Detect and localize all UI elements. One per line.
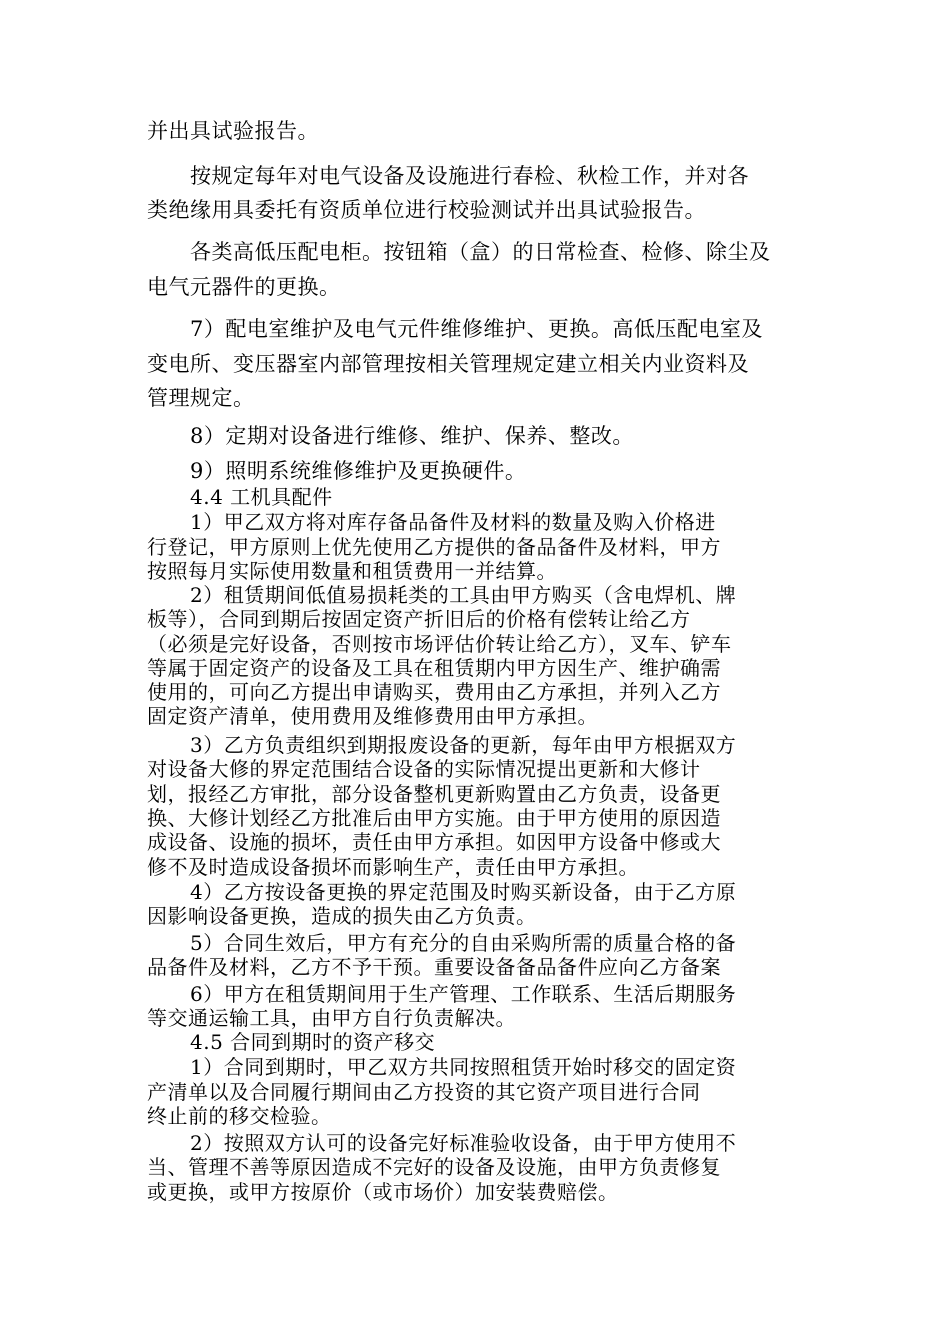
text-line: 按规定每年对电气设备及设施进行春检、秋检工作，并对各 (190, 164, 749, 188)
text-line: 各类高低压配电柜。按钮箱（盒）的日常检查、检修、除尘及 (190, 240, 771, 264)
text-line: 当、管理不善等原因造成不完好的设备及设施，由甲方负责修复 (147, 1155, 721, 1179)
text-line: 2）租赁期间低值易损耗类的工具由甲方购买（含电焊机、牌 (190, 583, 737, 607)
text-line: 管理规定。 (147, 386, 255, 410)
text-line: 并出具试验报告。 (147, 119, 319, 143)
text-line: 9）照明系统维修维护及更换硬件。 (190, 459, 527, 483)
text-line: 按照每月实际使用数量和租赁费用一并结算。 (147, 559, 557, 583)
section-heading: 4.4 工机具配件 (190, 485, 333, 509)
text-line: 5）合同生效后，甲方有充分的自由采购所需的质量合格的备 (190, 931, 737, 955)
text-line: 板等），合同到期后按固定资产折旧后的价格有偿转让给乙方 (147, 607, 691, 631)
text-line: 4）乙方按设备更换的界定范围及时购买新设备，由于乙方原 (190, 880, 737, 904)
text-line: 使用的，可向乙方提出申请购买，费用由乙方承担，并列入乙方 (147, 680, 721, 704)
text-line: 产清单以及合同履行期间由乙方投资的其它资产项目进行合同 (147, 1080, 701, 1104)
text-line: 行登记，甲方原则上优先使用乙方提供的备品备件及材料，甲方 (147, 535, 721, 559)
text-line: 6）甲方在租赁期间用于生产管理、工作联系、生活后期服务 (190, 982, 737, 1006)
text-line: 电气元器件的更换。 (147, 275, 341, 299)
text-line: 类绝缘用具委托有资质单位进行校验测试并出具试验报告。 (147, 198, 706, 222)
text-line: 终止前的移交检验。 (147, 1104, 332, 1128)
text-line: 换、大修计划经乙方批准后由甲方实施。由于甲方使用的原因造 (147, 806, 721, 830)
text-line: 等交通运输工具，由甲方自行负责解决。 (147, 1006, 516, 1030)
text-line: 修不及时造成设备损坏而影响生产，责任由甲方承担。 (147, 855, 639, 879)
text-line: 7）配电室维护及电气元件维修维护、更换。高低压配电室及 (190, 317, 763, 341)
text-line: 等属于固定资产的设备及工具在租赁期内甲方因生产、维护确需 (147, 656, 721, 680)
text-line: 对设备大修的界定范围结合设备的实际情况提出更新和大修计 (147, 757, 701, 781)
text-line: （必须是完好设备，否则按市场评估价转让给乙方），叉车、铲车 (147, 632, 732, 656)
text-line: 或更换，或甲方按原价（或市场价）加安装费赔偿。 (147, 1180, 619, 1204)
text-line: 3）乙方负责组织到期报废设备的更新，每年由甲方根据双方 (190, 733, 737, 757)
text-line: 品备件及材料，乙方不予干预。重要设备备品备件应向乙方备案 (147, 955, 721, 979)
text-line: 1）甲乙双方将对库存备品备件及材料的数量及购入价格进 (190, 510, 716, 534)
text-line: 2）按照双方认可的设备完好标准验收设备，由于甲方使用不 (190, 1131, 737, 1155)
text-line: 因影响设备更换，造成的损失由乙方负责。 (147, 904, 537, 928)
text-line: 固定资产清单，使用费用及维修费用由甲方承担。 (147, 704, 598, 728)
text-line: 成设备、设施的损坏，责任由甲方承担。如因甲方设备中修或大 (147, 830, 721, 854)
text-line: 8）定期对设备进行维修、维护、保养、整改。 (190, 424, 634, 448)
section-heading: 4.5 合同到期时的资产移交 (190, 1030, 436, 1054)
text-line: 1）合同到期时，甲乙双方共同按照租赁开始时移交的固定资 (190, 1055, 737, 1079)
text-line: 变电所、变压器室内部管理按相关管理规定建立相关内业资料及 (147, 352, 749, 376)
text-line: 划，报经乙方审批，部分设备整机更新购置由乙方负责，设备更 (147, 782, 721, 806)
